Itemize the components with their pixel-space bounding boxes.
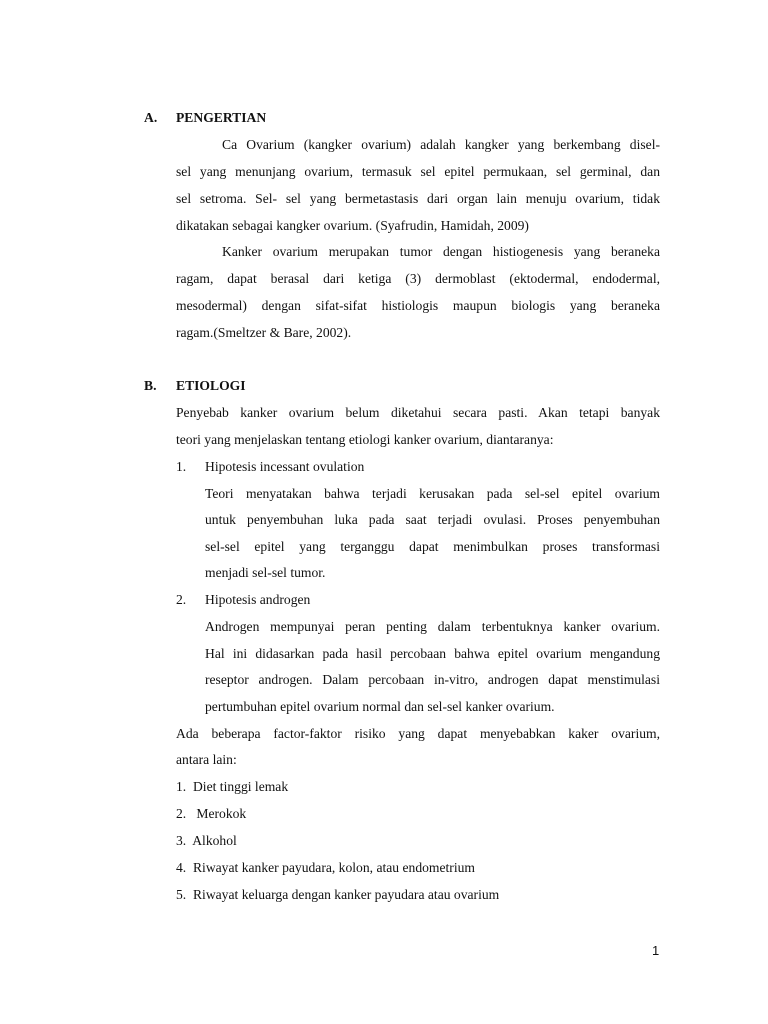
risk-intro-line: Ada beberapa factor-faktor risiko yang dapat menyebabkan kaker ovarium,	[176, 726, 660, 741]
page-number: 1	[652, 943, 660, 958]
section-a-p1-line: Ca Ovarium (kangker ovarium) adalah kangker yang berkembang disel-	[222, 137, 660, 152]
section-a-p2-line: ragam.(Smeltzer & Bare, 2002).	[176, 325, 352, 340]
section-a-p2-line: ragam, dapat berasal dari ketiga (3) dermoblast (ektodermal, endodermal,	[176, 271, 660, 286]
section-a-heading: PENGERTIAN	[176, 110, 267, 125]
hypothesis-1-title: Hipotesis incessant ovulation	[205, 459, 365, 474]
section-a-p1-line: dikatakan sebagai kangker ovarium. (Syafrudin, Hamidah, 2009)	[176, 218, 529, 233]
hypothesis-2-line: Androgen mempunyai peran penting dalam terbentuknya kanker ovarium.	[205, 619, 660, 634]
hypothesis-1-number: 1.	[176, 459, 187, 474]
risk-item: 4. Riwayat kanker payudara, kolon, atau endometrium	[176, 860, 475, 875]
hypothesis-2-line: pertumbuhan epitel ovarium normal dan sel-sel kanker ovarium.	[205, 699, 555, 714]
section-a-p1-line: sel setroma. Sel- sel yang bermetastasis dari organ lain menuju ovarium, tidak	[176, 191, 660, 206]
hypothesis-1-line: Teori menyatakan bahwa terjadi kerusakan pada sel-sel epitel ovarium	[205, 486, 660, 501]
section-b-heading: ETIOLOGI	[176, 378, 246, 393]
section-a-p2-line: mesodermal) dengan sifat-sifat histiologis maupun biologis yang beraneka	[176, 298, 660, 313]
section-b-intro-line: teori yang menjelaskan tentang etiologi kanker ovarium, diantaranya:	[176, 432, 554, 447]
hypothesis-2-number: 2.	[176, 592, 187, 607]
section-a-p1-line: sel yang menunjang ovarium, termasuk sel epitel permukaan, sel germinal, dan	[176, 164, 660, 179]
hypothesis-1-line: sel-sel epitel yang terganggu dapat menimbulkan proses transformasi	[205, 539, 660, 554]
hypothesis-1-line: menjadi sel-sel tumor.	[205, 565, 326, 580]
hypothesis-2-title: Hipotesis androgen	[205, 592, 311, 607]
section-a-letter: A.	[144, 110, 158, 125]
risk-item: 5. Riwayat keluarga dengan kanker payudara atau ovarium	[176, 887, 500, 902]
section-b-intro-line: Penyebab kanker ovarium belum diketahui secara pasti. Akan tetapi banyak	[176, 405, 660, 420]
hypothesis-2-line: reseptor androgen. Dalam percobaan in-vitro, androgen dapat menstimulasi	[205, 672, 660, 687]
risk-intro-line: antara lain:	[176, 752, 237, 767]
risk-item: 3. Alkohol	[176, 833, 237, 848]
risk-item: 2. Merokok	[176, 806, 247, 821]
hypothesis-1-line: untuk penyembuhan luka pada saat terjadi ovulasi. Proses penyembuhan	[205, 512, 660, 527]
section-a-p2-line: Kanker ovarium merupakan tumor dengan histiogenesis yang beraneka	[222, 244, 660, 259]
section-b-letter: B.	[144, 378, 157, 393]
risk-item: 1. Diet tinggi lemak	[176, 779, 289, 794]
hypothesis-2-line: Hal ini didasarkan pada hasil percobaan bahwa epitel ovarium mengandung	[205, 646, 660, 661]
